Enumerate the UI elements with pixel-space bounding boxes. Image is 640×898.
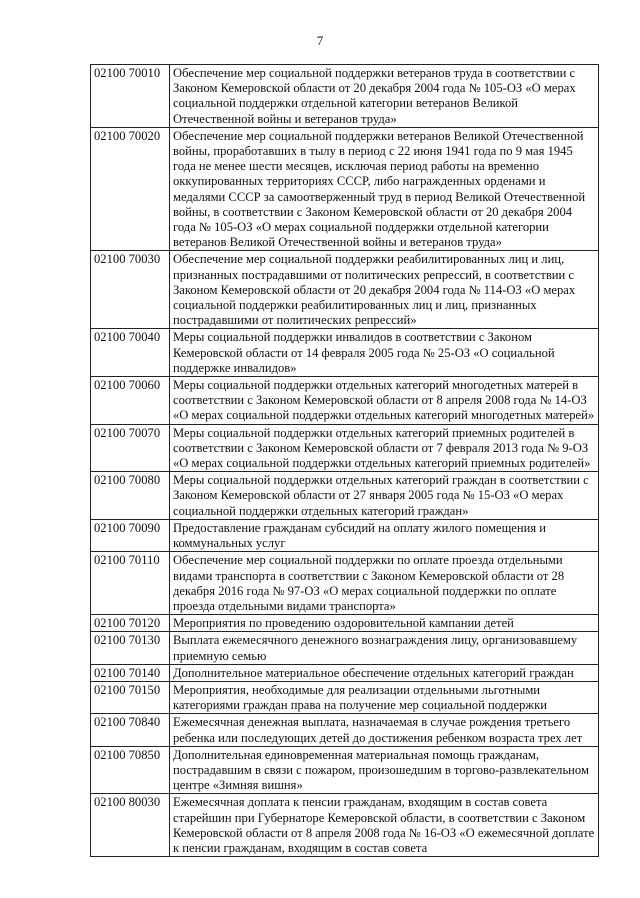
table-row — [91, 127, 599, 251]
table-row — [91, 65, 599, 128]
description-cell: Обеспечение мер социальной поддержки ветеранов труда в соответствии с Законом Кемеровской области от 20 декабря 2004 года № 105-ОЗ «О мерах социальной поддержки отдельной категории ветеранов Великой Отечественной войны и ветеранов труда» — [170, 65, 599, 128]
description-cell: Мероприятия, необходимые для реализации отдельными льготными категориями граждан права на получение мер социальной поддержки — [170, 681, 599, 713]
code-cell: 02100 70040 — [91, 329, 170, 377]
code-cell: 02100 70020 — [91, 127, 170, 251]
code-cell: 02100 70030 — [91, 251, 170, 329]
description-cell: Меры социальной поддержки инвалидов в соответствии с Законом Кемеровской области от 14 февраля 2005 года № 25-ОЗ «О социальной поддержке инвалидов» — [170, 329, 599, 377]
code-cell: 02100 70120 — [91, 615, 170, 632]
description-cell: Выплата ежемесячного денежного вознаграждения лицу, организовавшему приемную семью — [170, 632, 599, 664]
code-cell: 02100 70080 — [91, 472, 170, 520]
description-cell: Обеспечение мер социальной поддержки ветеранов Великой Отечественной войны, проработавших в тылу в период с 22 июня 1941 года по 9 мая 1945 года не менее шести месяцев, исключая период работы на временно оккупированных территориях СССР, либо награжденных орденами и медалями СССР за самоотверженный труд в период Великой Отечественной войны, в соответствии с Законом Кемеровской области от 20 декабря 2004 года № 105-ОЗ «О мерах социальной поддержки отдельной категории ветеранов Великой Отечественной войны и ветеранов труда» — [170, 127, 599, 251]
description-cell: Дополнительная единовременная материальная помощь гражданам, пострадавшим в связи с пожаром, произошедшим в торгово-развлекательном центре «Зимняя вишня» — [170, 746, 599, 794]
code-cell: 02100 70150 — [91, 681, 170, 713]
code-cell: 02100 70070 — [91, 424, 170, 472]
table-row — [91, 377, 599, 425]
table-row — [91, 552, 599, 615]
table-row — [91, 681, 599, 713]
code-cell: 02100 70140 — [91, 664, 170, 681]
code-cell: 02100 70840 — [91, 714, 170, 746]
table-row — [91, 519, 599, 551]
table-row — [91, 664, 599, 681]
code-cell: 02100 70090 — [91, 519, 170, 551]
description-cell: Мероприятия по проведению оздоровительной кампании детей — [170, 615, 599, 632]
code-cell: 02100 70110 — [91, 552, 170, 615]
description-cell: Ежемесячная денежная выплата, назначаемая в случае рождения третьего ребенка или последующих детей до достижения ребенком возраста трех лет — [170, 714, 599, 746]
description-cell: Меры социальной поддержки отдельных категорий многодетных матерей в соответствии с Законом Кемеровской области от 8 апреля 2008 года № 14-ОЗ «О мерах социальной поддержки отдельных категорий многодетных матерей» — [170, 377, 599, 425]
code-cell: 02100 80030 — [91, 794, 170, 857]
description-cell: Предоставление гражданам субсидий на оплату жилого помещения и коммунальных услуг — [170, 519, 599, 551]
table-row — [91, 794, 599, 857]
table-row — [91, 714, 599, 746]
table-row — [91, 472, 599, 520]
description-cell: Меры социальной поддержки отдельных категорий приемных родителей в соответствии с Законом Кемеровской области от 7 февраля 2013 года № 9-ОЗ «О мерах социальной поддержки отдельных категорий приемных родителей» — [170, 424, 599, 472]
table-body — [91, 65, 599, 857]
code-cell: 02100 70850 — [91, 746, 170, 794]
description-cell: Дополнительное материальное обеспечение отдельных категорий граждан — [170, 664, 599, 681]
code-cell: 02100 70010 — [91, 65, 170, 128]
table-row — [91, 632, 599, 664]
description-cell: Обеспечение мер социальной поддержки реабилитированных лиц и лиц, признанных пострадавшими от политических репрессий, в соответствии с Законом Кемеровской области от 20 декабря 2004 года № 114-ОЗ «О мерах социальной поддержки реабилитированных лиц и лиц, признанных пострадавшими от политических репрессий» — [170, 251, 599, 329]
table-row — [91, 615, 599, 632]
table-row — [91, 329, 599, 377]
code-cell: 02100 70060 — [91, 377, 170, 425]
budget-codes-table — [90, 64, 599, 857]
description-cell: Ежемесячная доплата к пенсии гражданам, входящим в состав совета старейшин при Губернаторе Кемеровской области, в соответствии с Законом Кемеровской области от 8 апреля 2008 года № 16-ОЗ «О ежемесячной доплате к пенсии гражданам, входящим в состав совета — [170, 794, 599, 857]
page-number: 7 — [316, 33, 324, 48]
code-cell: 02100 70130 — [91, 632, 170, 664]
table-row — [91, 424, 599, 472]
description-cell: Обеспечение мер социальной поддержки по оплате проезда отдельными видами транспорта в соответствии с Законом Кемеровской области от 28 декабря 2016 года № 97-ОЗ «О мерах социальной поддержки по оплате проезда отдельными видами транспорта» — [170, 552, 599, 615]
table-row — [91, 746, 599, 794]
description-cell: Меры социальной поддержки отдельных категорий граждан в соответствии с Законом Кемеровской области от 27 января 2005 года № 15-ОЗ «О мерах социальной поддержки отдельных категорий граждан» — [170, 472, 599, 520]
table-row — [91, 251, 599, 329]
